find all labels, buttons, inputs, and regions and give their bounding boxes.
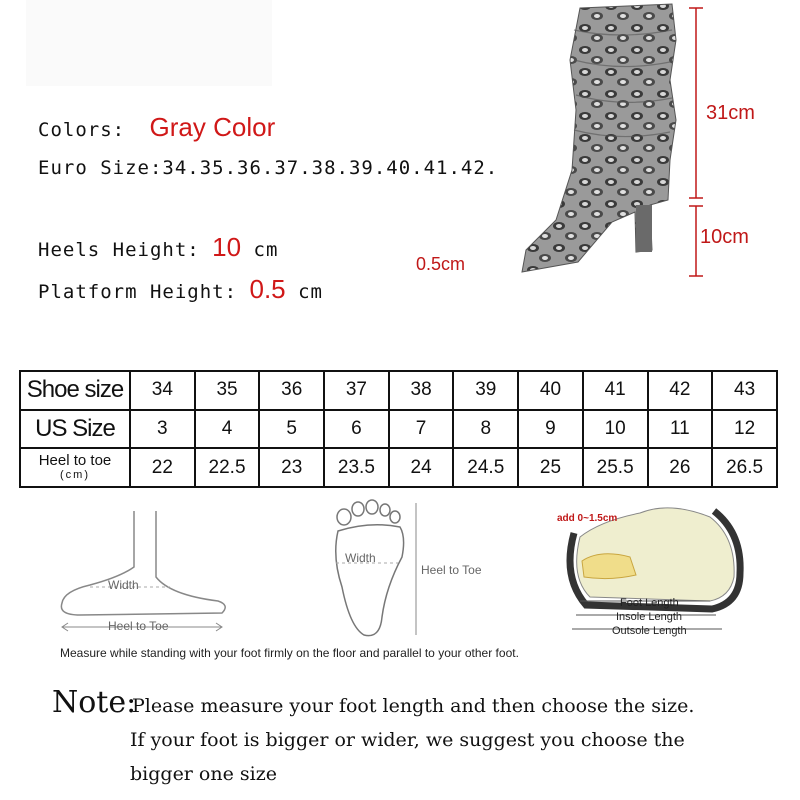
- heel-to-toe-header: [20, 448, 130, 487]
- heel-to-toe-cell: 26.5: [712, 448, 777, 487]
- boot-illustration: [500, 0, 800, 300]
- heel-to-toe-cell: 24.5: [453, 448, 518, 487]
- platform-value: 0.5: [249, 274, 286, 304]
- platform-label: Platform Height:: [38, 281, 238, 303]
- heels-value: 10: [212, 232, 242, 262]
- platform-height-line: [38, 274, 323, 305]
- shoe-size-cell: 40: [518, 371, 583, 410]
- foot-top-diagram: [320, 497, 430, 642]
- us-size-cell: 7: [389, 410, 454, 449]
- euro-size-line: Euro Size:34.35.36.37.38.39.40.41.42.: [38, 157, 499, 179]
- heel-to-toe-cell: 23.5: [324, 448, 389, 487]
- shaft-height-label: 31cm: [706, 102, 755, 124]
- foot-length-label: Foot Length: [620, 597, 679, 609]
- top-left-panel: [26, 0, 272, 86]
- shoe-size-cell: 41: [583, 371, 648, 410]
- heel-to-toe-cell: 24: [389, 448, 454, 487]
- boot-shaft: [522, 4, 676, 272]
- insole-length-label: Insole Length: [616, 611, 683, 623]
- note-line-1: Please measure your foot length and then choose the size.: [132, 695, 695, 717]
- platform-height-label: 0.5cm: [416, 254, 466, 274]
- shoe-size-cell: 36: [259, 371, 324, 410]
- colors-line: [38, 112, 275, 143]
- boot-heel: [636, 205, 652, 252]
- us-size-cell: 3: [130, 410, 195, 449]
- measure-instruction: Measure while standing with your foot firmly on the floor and parallel to your other foot.: [60, 646, 519, 660]
- note-label: Note:: [52, 685, 137, 720]
- shoe-add-label: add 0~1.5cm: [557, 513, 618, 524]
- side-heel-to-toe-label: Heel to Toe: [108, 619, 169, 633]
- shoe-size-cell: 37: [324, 371, 389, 410]
- shoe-size-cell: 34: [130, 371, 195, 410]
- heel-to-toe-cell: 22: [130, 448, 195, 487]
- shoe-size-header: Shoe size: [20, 371, 130, 410]
- us-size-header: US Size: [20, 410, 130, 449]
- us-size-cell: 8: [453, 410, 518, 449]
- heels-label: Heels Height:: [38, 239, 200, 261]
- heel-to-toe-cell: 23: [259, 448, 324, 487]
- us-size-cell: 10: [583, 410, 648, 449]
- us-size-row: [20, 410, 777, 449]
- shoe-size-cell: 39: [453, 371, 518, 410]
- colors-label: Colors:: [38, 119, 126, 141]
- note-line-3: bigger one size: [130, 763, 277, 785]
- shoe-size-cell: 43: [712, 371, 777, 410]
- heels-height-line: [38, 232, 278, 263]
- shoe-size-row: [20, 371, 777, 410]
- top-heel-to-toe-label: Heel to Toe: [421, 563, 482, 577]
- heel-to-toe-cell: 22.5: [195, 448, 260, 487]
- colors-value: Gray Color: [149, 112, 276, 142]
- note-line-2: If your foot is bigger or wider, we suggest you choose the: [130, 729, 685, 751]
- heel-to-toe-cell: 25.5: [583, 448, 648, 487]
- heels-unit: cm: [253, 239, 279, 261]
- us-size-cell: 6: [324, 410, 389, 449]
- heel-height-label: 10cm: [700, 226, 749, 248]
- platform-unit: cm: [298, 281, 323, 303]
- heel-to-toe-cell: 26: [648, 448, 713, 487]
- us-size-cell: 9: [518, 410, 583, 449]
- top-width-label: Width: [345, 551, 376, 565]
- heel-to-toe-cell: 25: [518, 448, 583, 487]
- us-size-cell: 5: [259, 410, 324, 449]
- side-width-label: Width: [108, 578, 139, 592]
- shoe-size-cell: 42: [648, 371, 713, 410]
- shoe-size-cell: 38: [389, 371, 454, 410]
- heel-to-toe-row: [20, 448, 777, 487]
- heel-to-toe-label: Heel to toe: [38, 451, 112, 469]
- us-size-cell: 12: [712, 410, 777, 449]
- size-table: [19, 370, 778, 488]
- us-size-cell: 11: [648, 410, 713, 449]
- heel-to-toe-unit: (cm): [60, 468, 90, 481]
- us-size-cell: 4: [195, 410, 260, 449]
- shoe-size-cell: 35: [195, 371, 260, 410]
- outsole-length-label: Outsole Length: [612, 625, 687, 637]
